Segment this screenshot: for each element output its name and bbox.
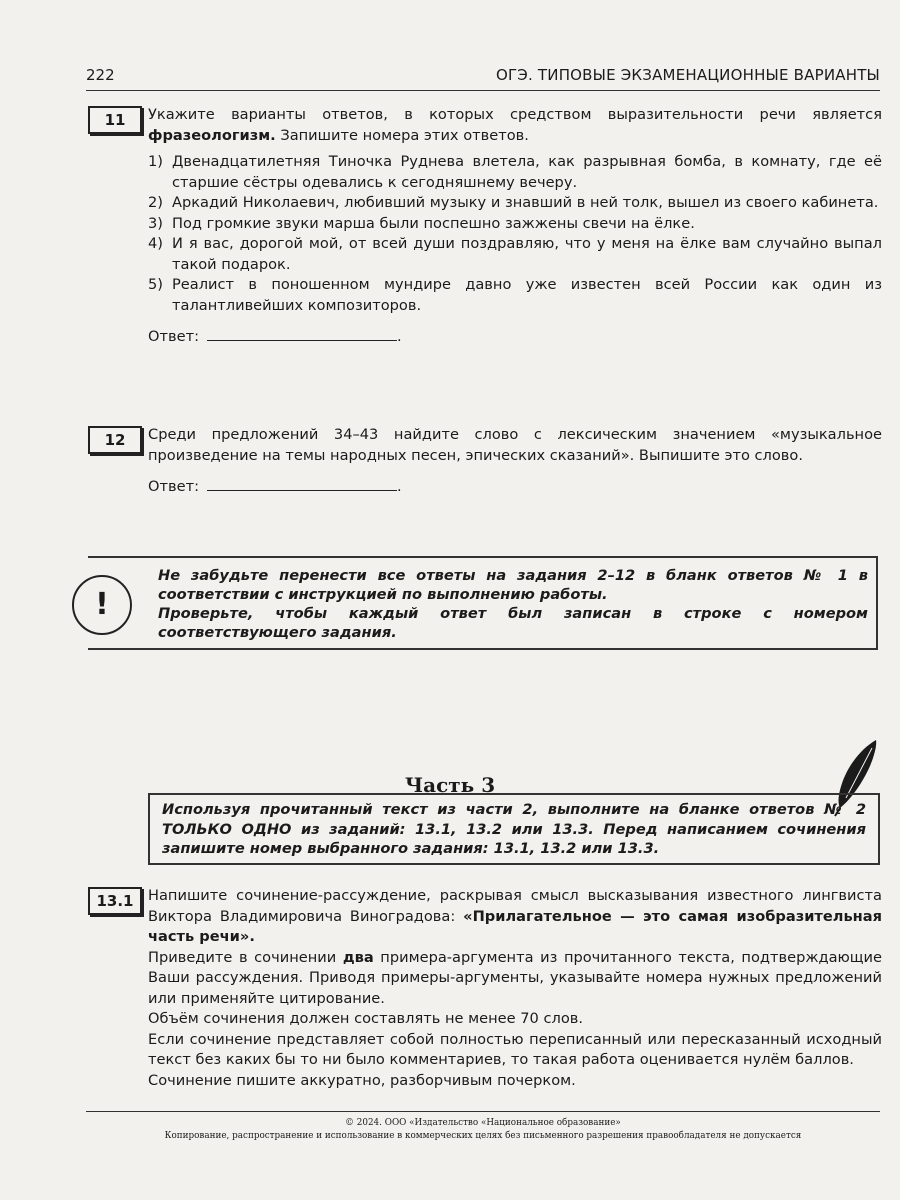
option-number: 5): [148, 276, 163, 293]
task-12-question: Среди предложений 34–43 найдите слово с лексическим значением «музыкальное произведение на темы народных песен, эпических сказаний». Выпишите это слово.: [148, 426, 882, 464]
emphasis-word: два: [342, 948, 374, 966]
page-footer: [86, 1111, 880, 1141]
paragraph-text-tail: примера-аргумента из прочитанного текста, подтверждающие Ваши рассуждения. Приводя примеры-аргументы, указывайте номера нужных предложений или применяйте цитирование.: [148, 948, 883, 1007]
notice-line-2: Проверьте, чтобы каждый ответ был записан в строке с номером соответствующего задания.: [158, 605, 868, 641]
task-11-option-2: [148, 193, 882, 214]
option-text: Двенадцатилетняя Тиночка Руднева влетела, как разрывная бомба, в комнату, где её старшие сёстры одевались к сегодняшнему вечеру.: [172, 153, 882, 191]
task-13-1-number: 13.1: [88, 887, 142, 915]
option-number: 3): [148, 214, 163, 232]
task-13-1-paragraph-5: Сочинение пишите аккуратно, разборчивым почерком.: [148, 1071, 576, 1089]
task-13-1-paragraph-4: Если сочинение представляет собой полностью переписанный или пересказанный исходный текст без каких бы то ни было комментариев, то такая работа оценивается нулём баллов.: [148, 1030, 882, 1068]
task-11-question: [148, 105, 882, 146]
option-number: 2): [148, 194, 163, 211]
task-13-1: [148, 886, 882, 1091]
part-3-instruction: Используя прочитанный текст из части 2, выполните на бланке ответов № 2 ТОЛЬКО ОДНО из заданий: 13.1, 13.2 или 13.3. Перед написанием сочинения запишите номер выбранного задания: 13.1, 13.2 или 13.3.: [148, 793, 880, 865]
task-11-option-1: [148, 152, 882, 193]
question-keyword: фразеологизм.: [148, 126, 276, 144]
notice-line-1: Не забудьте перенести все ответы на задания 2–12 в бланк ответов № 1 в соответствии с инструкцией по выполнению работы.: [158, 567, 868, 603]
page-header: [86, 62, 880, 91]
task-12: [148, 425, 882, 498]
task-11-answer: [148, 326, 882, 348]
task-13-1-paragraph-2: [148, 948, 882, 1010]
running-title: ОГЭ. ТИПОВЫЕ ЭКЗАМЕНАЦИОННЫЕ ВАРИАНТЫ: [495, 66, 880, 84]
page-number: 222: [86, 66, 115, 84]
task-12-answer: [148, 476, 882, 498]
answer-blank-line[interactable]: [207, 476, 397, 491]
task-11-option-5: [148, 275, 882, 316]
quote-text: «Прилагательное — это самая изобразительная часть речи»: [148, 907, 882, 945]
task-11: [148, 105, 882, 348]
answer-label: Ответ:: [148, 478, 199, 495]
answer-end-mark: .: [397, 478, 402, 495]
notice-text: [158, 566, 868, 642]
question-text-tail: Запишите номера этих ответов.: [275, 126, 529, 144]
paragraph-text: Приведите в сочинении: [148, 948, 343, 966]
task-11-number: 11: [88, 106, 142, 134]
option-text: И я вас, дорогой мой, от всей души поздравляю, что у меня на ёлке вам случайно выпал такой подарок.: [172, 235, 882, 273]
task-13-1-paragraph-3: Объём сочинения должен составлять не менее 70 слов.: [148, 1010, 583, 1027]
footer-legal-notice: Копирование, распространение и использование в коммерческих целях без письменного разрешения правообладателя не допускается: [164, 1131, 802, 1141]
option-number: 1): [148, 153, 163, 170]
answer-blank-line[interactable]: [207, 326, 397, 341]
task-12-number: 12: [88, 426, 142, 454]
task-11-option-3: [148, 214, 882, 235]
option-number: 4): [148, 235, 163, 252]
part-3-title: Часть 3: [404, 773, 496, 797]
option-text: Реалист в поношенном мундире давно уже известен всей России как один из талантливейших композиторов.: [172, 276, 882, 314]
quote-end-mark: .: [249, 928, 255, 945]
task-13-1-paragraph-1: [148, 886, 882, 948]
task-11-option-4: [148, 234, 882, 275]
paragraph-text: Напишите сочинение-рассуждение, раскрывая смысл высказывания известного лингвиста Виктора Владимировича Виноградова:: [148, 887, 882, 925]
answer-label: Ответ:: [148, 328, 199, 345]
answer-end-mark: .: [397, 328, 402, 345]
footer-copyright: © 2024. ООО «Издательство «Национальное образование»: [345, 1118, 621, 1128]
exclamation-icon: !: [72, 575, 132, 635]
option-text: Аркадий Николаевич, любивший музыку и знавший в ней толк, вышел из своего кабинета.: [172, 194, 879, 211]
option-text: Под громкие звуки марша были поспешно зажжены свечи на ёлке.: [172, 214, 695, 232]
question-text: Укажите варианты ответов, в которых средством выразительности речи является: [148, 106, 882, 123]
